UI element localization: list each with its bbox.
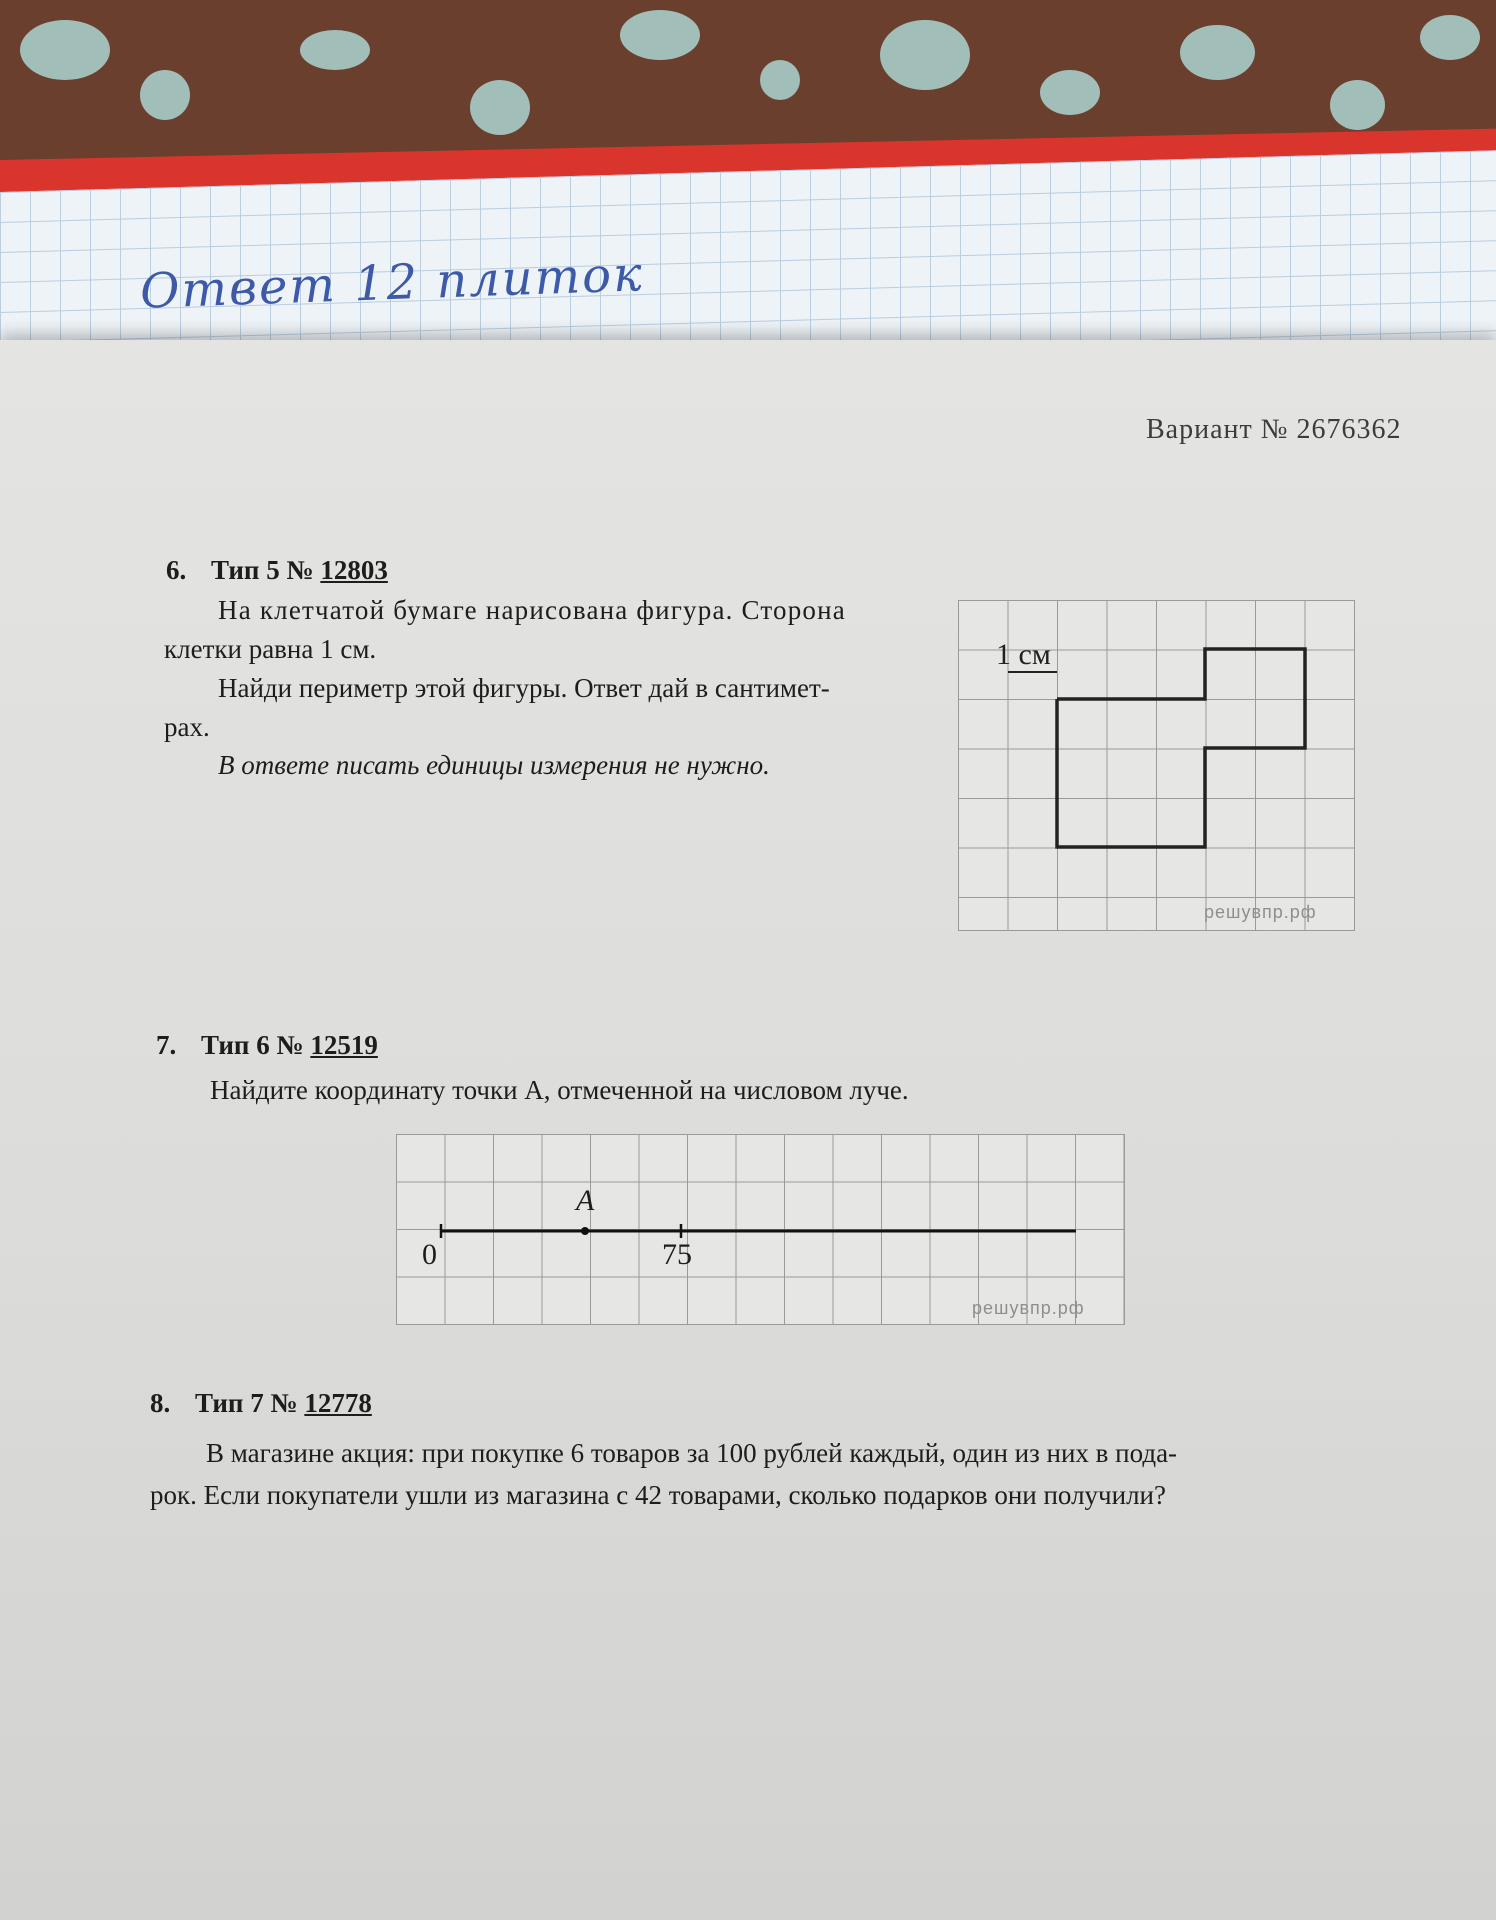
task-6-line: рах. — [164, 712, 210, 742]
cloth-pattern — [140, 70, 190, 120]
number-ray — [396, 1134, 1124, 1324]
cloth-pattern — [1180, 25, 1255, 80]
task-6-header — [166, 555, 388, 586]
scale-label: 1 см — [996, 638, 1051, 671]
cloth-pattern — [1040, 70, 1100, 115]
task-7-header — [156, 1030, 378, 1061]
cloth-pattern — [760, 60, 800, 100]
point-a-label: A — [576, 1184, 595, 1217]
task-6-grid — [958, 600, 1355, 931]
cloth-pattern — [300, 30, 370, 70]
task-8-header — [150, 1388, 372, 1419]
cloth-pattern — [620, 10, 700, 60]
watermark: решувпр.рф — [972, 1298, 1085, 1318]
task-number: 6. — [166, 555, 187, 585]
cloth-pattern — [880, 20, 970, 90]
handwritten-note: Ответ 12 плиток — [139, 246, 645, 320]
figure-outline — [1057, 649, 1305, 847]
task-number: 8. — [150, 1388, 171, 1418]
task-type: Тип 5 № — [211, 555, 314, 585]
task-7-line: Найдите координату точки A, отмеченной на числовом луче. — [210, 1075, 909, 1105]
task-7-grid — [396, 1134, 1125, 1325]
task-type: Тип 7 № — [195, 1388, 298, 1418]
ray-zero-label: 0 — [422, 1238, 437, 1271]
watermark: решувпр.рф — [1204, 902, 1317, 922]
task-8-line: В магазине акция: при покупке 6 товаров за 100 рублей каждый, один из них в пода- — [206, 1438, 1178, 1468]
task-id-link[interactable]: 12519 — [310, 1030, 378, 1060]
variant-number: Вариант № 2676362 — [1146, 414, 1402, 445]
cloth-pattern — [20, 20, 110, 80]
task-id-link[interactable]: 12778 — [304, 1388, 372, 1418]
task-6-line: На клетчатой бумаге нарисована фигура. Сторона — [218, 595, 846, 625]
cloth-pattern — [470, 80, 530, 135]
task-8-line: рок. Если покупатели ушли из магазина с 42 товарами, сколько подарков они получили? — [150, 1480, 1166, 1510]
cloth-pattern — [1420, 15, 1480, 60]
cloth-pattern — [1330, 80, 1385, 130]
task-6-line: Найди периметр этой фигуры. Ответ дай в сантимет- — [218, 673, 830, 703]
test-sheet — [0, 340, 1496, 1920]
task-6-line: клетки равна 1 см. — [164, 634, 377, 664]
task-id-link[interactable]: 12803 — [320, 555, 388, 585]
point-a — [581, 1227, 589, 1235]
task-type: Тип 6 № — [201, 1030, 304, 1060]
ray-tick-label: 75 — [662, 1238, 692, 1271]
task-6-instruction: В ответе писать единицы измерения не нужно. — [218, 750, 770, 780]
task-number: 7. — [156, 1030, 177, 1060]
